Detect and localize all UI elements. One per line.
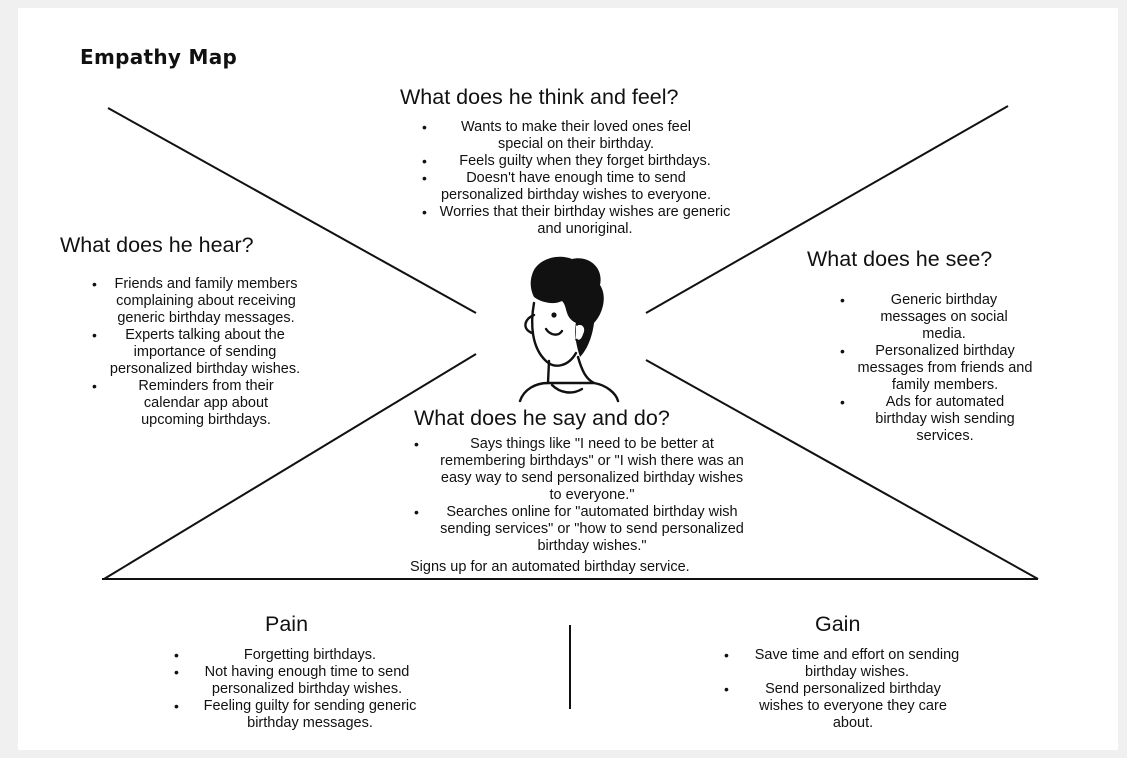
list-item: • Searches online for "automated birthday wish sending services" or "how to send personalized birthday wishes." [410, 504, 762, 555]
hear-list [88, 276, 306, 429]
page-title: Empathy Map [80, 45, 238, 69]
list-item: • Not having enough time to send personalized birthday wishes. [166, 664, 440, 698]
list-item: • Doesn't have enough time to send personalized birthday wishes to everyone. [410, 170, 740, 204]
think-feel-list [410, 119, 740, 238]
list-item: • Send personalized birthday wishes to everyone they care about. [716, 681, 990, 732]
list-item: • Save time and effort on sending birthday wishes. [716, 647, 990, 681]
list-item: • Feels guilty when they forget birthdays. [410, 153, 740, 170]
list-item: • Forgetting birthdays. [166, 647, 440, 664]
gain-list [716, 647, 990, 732]
say-do-trailing: Signs up for an automated birthday service. [410, 559, 690, 575]
see-heading: What does he see? [807, 247, 993, 271]
list-item: • Feeling guilty for sending generic birthday messages. [166, 698, 440, 732]
say-do-list [410, 436, 762, 555]
list-item: • Friends and family members complaining about receiving generic birthday messages. [88, 276, 306, 327]
list-item: • Reminders from their calendar app about upcoming birthdays. [88, 378, 306, 429]
list-item: • Wants to make their loved ones feel special on their birthday. [410, 119, 740, 153]
list-item: • Personalized birthday messages from friends and family members. [836, 343, 1036, 394]
gain-heading: Gain [815, 612, 861, 636]
say-do-heading: What does he say and do? [414, 406, 670, 430]
person-avatar-icon [502, 253, 622, 403]
pain-heading: Pain [265, 612, 309, 636]
list-item: • Worries that their birthday wishes are generic and unoriginal. [410, 204, 740, 238]
empathy-map-canvas [18, 8, 1118, 750]
hear-heading: What does he hear? [60, 233, 254, 257]
list-item: • Experts talking about the importance of sending personalized birthday wishes. [88, 327, 306, 378]
pain-list [166, 647, 440, 732]
list-item: • Generic birthday messages on social media. [836, 292, 1036, 343]
think-feel-heading: What does he think and feel? [400, 85, 679, 109]
see-list [836, 292, 1036, 445]
list-item: • Says things like "I need to be better at remembering birthdays" or "I wish there was an easy way to send personalized birthday wishes to everyone." [410, 436, 762, 504]
list-item: • Ads for automated birthday wish sending services. [836, 394, 1036, 445]
